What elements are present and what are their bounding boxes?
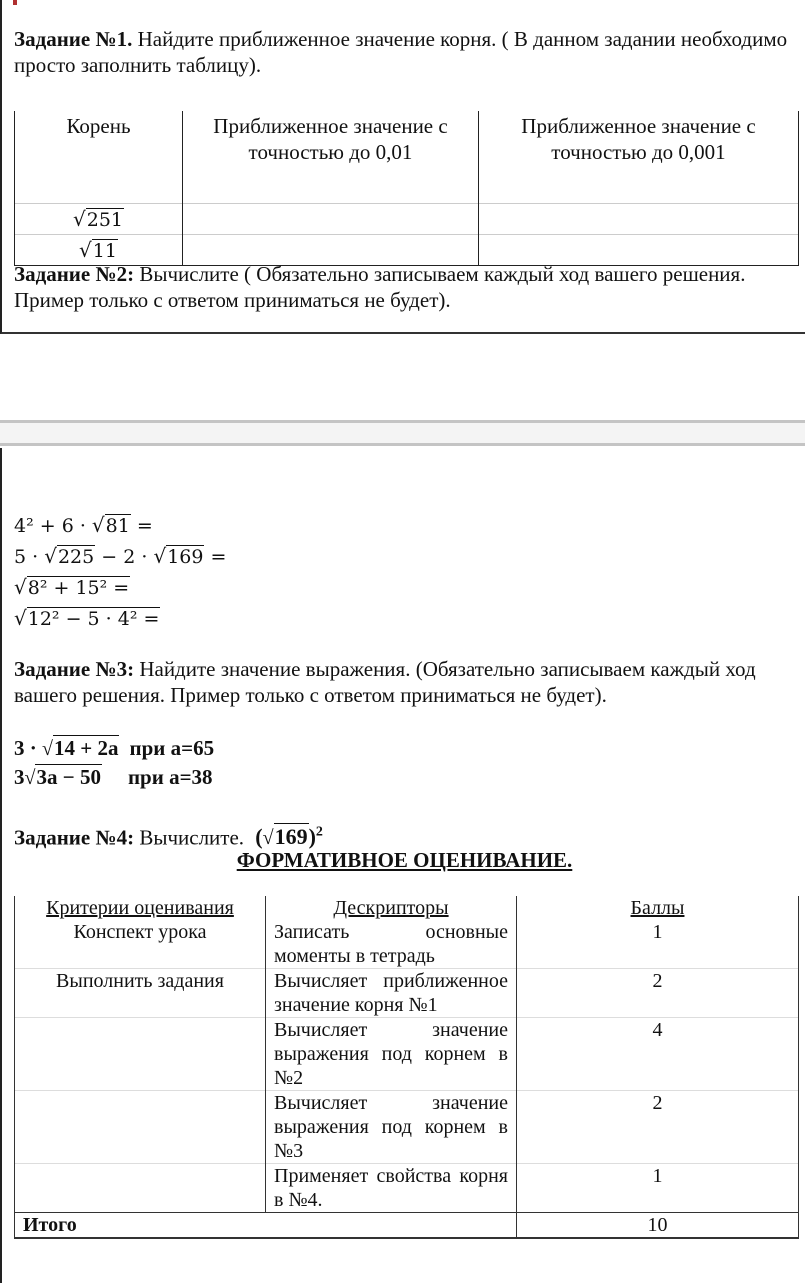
header-descriptors: Дескрипторы [333, 897, 449, 919]
descriptor-cell: Применяет свойства корня в №4. [266, 1164, 517, 1213]
descriptor-cell: Вычисляет приближенное значение корня №1 [266, 969, 517, 1018]
header-root: Корень [15, 111, 183, 204]
expression-2: 5 · √225 − 2 · √169 = [14, 544, 227, 568]
descriptor-cell: Вычисляет значение выражения под корнем в №2 [266, 1018, 517, 1091]
roots-table [14, 111, 799, 266]
assessment-title: ФОРМАТИВНОЕ ОЦЕНИВАНИЕ. [236, 848, 573, 872]
task3-expressions [14, 734, 214, 792]
descriptor-cell: Записать основные моменты в тетрадь [266, 920, 517, 969]
expression-1: 3 · √14 + 2a при а=65 [14, 736, 215, 760]
table-row [15, 1091, 799, 1164]
page-separator [0, 420, 805, 446]
header-criteria: Критерии оценивания [46, 897, 234, 919]
total-points: 10 [517, 1213, 799, 1239]
total-label: Итого [15, 1213, 517, 1239]
approx-001-cell[interactable] [183, 204, 479, 235]
expression-4: √12² − 5 · 4² = [14, 606, 160, 630]
table-row [15, 1018, 799, 1091]
criterion-cell [15, 1018, 266, 1091]
document-page-2 [0, 448, 805, 1283]
expression-2: 3√3a − 50 при а=38 [14, 765, 213, 789]
criterion-cell [15, 1164, 266, 1213]
expression-3: √8² + 15² = [14, 575, 130, 599]
criterion-cell [15, 1091, 266, 1164]
table-row [15, 1164, 799, 1213]
task3-text: Задание №3: Найдите значение выражения. (Обязательно записываем каждый ход вашего решения. Пример только с ответом приниматься не будет). [14, 657, 756, 707]
table-row [15, 969, 799, 1018]
points-cell: 2 [517, 1091, 799, 1164]
criterion-cell: Выполнить задания [15, 969, 266, 1018]
task2-expressions [14, 510, 226, 634]
points-cell: 4 [517, 1018, 799, 1091]
task4-text: Задание №4: Вычислите. $(√169)^2$ [14, 824, 323, 850]
task4-expression: $(√169)^2$ [255, 824, 323, 850]
table-row [15, 204, 799, 235]
assessment-table [14, 896, 799, 1239]
document-page-1 [0, 0, 805, 334]
root-cell: √251 [15, 204, 183, 235]
expression-1: 4² + 6 · √81 = [14, 513, 153, 537]
criterion-cell: Конспект урока [15, 920, 266, 969]
root-cell: √11 [15, 235, 183, 266]
header-approx-0001: Приближенное значение с точностью до 0,001 [479, 111, 799, 204]
points-cell: 1 [517, 1164, 799, 1213]
header-approx-001: Приближенное значение с точностью до 0,01 [183, 111, 479, 204]
table-row [15, 920, 799, 969]
task1-text: Задание №1. Найдите приближенное значение корня. ( В данном задании необходимо просто заполнить таблицу). [14, 27, 788, 77]
task3-label: Задание №3: [14, 657, 135, 681]
red-mark [13, 0, 17, 5]
approx-0001-cell[interactable] [479, 204, 799, 235]
total-row [15, 1213, 799, 1239]
task1-label: Задание №1. [14, 27, 133, 51]
header-points: Баллы [630, 897, 685, 919]
assessment-header-row [15, 896, 799, 920]
points-cell: 1 [517, 920, 799, 969]
descriptor-cell: Вычисляет значение выражения под корнем в №3 [266, 1091, 517, 1164]
task4-label: Задание №4: [14, 825, 135, 850]
points-cell: 2 [517, 969, 799, 1018]
task2-text: Задание №2: Вычислите ( Обязательно записываем каждый ход вашего решения. Пример только с ответом приниматься не будет). [14, 262, 746, 312]
task2-label: Задание №2: [14, 262, 135, 286]
